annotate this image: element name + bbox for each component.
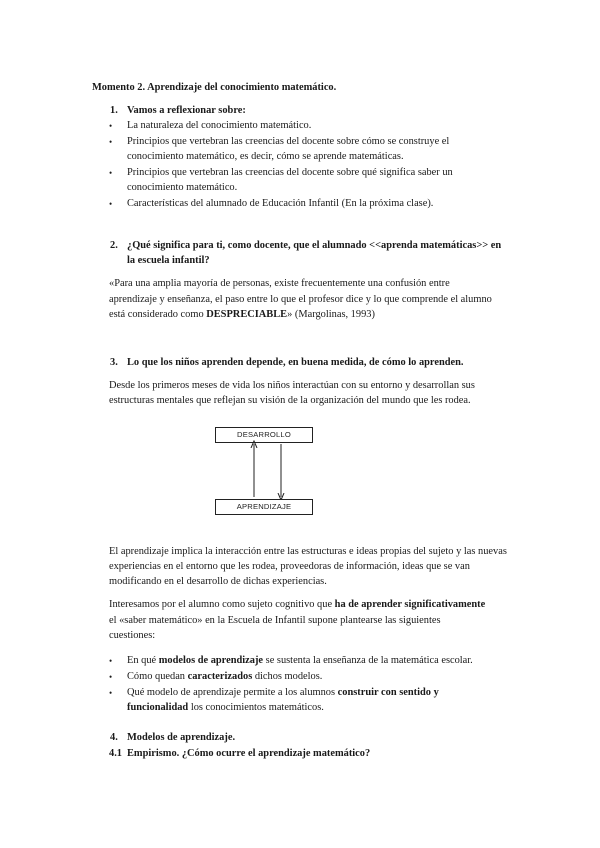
quote-line: está considerado como DESPRECIABLE» (Margolinas, 1993) — [109, 309, 375, 320]
list-item: Características del alumnado de Educación Infantil (En la próxima clase). — [127, 198, 434, 209]
list-item: Cómo quedan caracterizados dichos modelos. — [127, 671, 323, 682]
list-item-continuation: funcionalidad los conocimientos matemáticos. — [127, 702, 324, 713]
paragraph-line: cuestiones: — [109, 630, 156, 641]
subsection-4-1-heading: Empirismo. ¿Cómo ocurre el aprendizaje matemático? — [127, 748, 371, 759]
section-1-number: 1. — [110, 105, 118, 116]
bullet-icon: • — [109, 121, 113, 131]
bullet-icon: • — [109, 688, 113, 698]
section-2-number: 2. — [110, 240, 118, 251]
paragraph-line: el «saber matemático» en la Escuela de Infantil supone plantearse las siguientes — [109, 615, 441, 626]
page-title: Momento 2. Aprendizaje del conocimiento matemático. — [92, 82, 337, 93]
paragraph-line: estructuras mentales que reflejan su visión de la organización del mundo que les rodea. — [109, 395, 471, 406]
quote-line: «Para una amplia mayoría de personas, existe frecuentemente una confusión entre — [109, 278, 450, 289]
section-1-heading: Vamos a reflexionar sobre: — [127, 105, 246, 116]
list-item-continuation: conocimiento matemático. — [127, 182, 238, 193]
bullet-icon: • — [109, 656, 113, 666]
section-3-heading: Lo que los niños aprenden depende, en buena medida, de cómo lo aprenden. — [127, 357, 464, 368]
subsection-4-1-number: 4.1 — [109, 748, 122, 759]
paragraph-line: El aprendizaje implica la interacción entre las estructuras e ideas propias del sujeto y las nuevas — [109, 546, 507, 557]
bullet-icon: • — [109, 168, 113, 178]
desarrollo-box: DESARROLLO — [215, 427, 313, 443]
paragraph-line: experiencias en el entorno que les rodea, proveedoras de información, ideas que se van — [109, 561, 470, 572]
list-item-continuation: conocimiento matemático, es decir, cómo se aprende matemáticas. — [127, 151, 404, 162]
section-4-number: 4. — [110, 732, 118, 743]
section-2-heading-cont: la escuela infantil? — [127, 255, 210, 266]
list-item: La naturaleza del conocimiento matemático. — [127, 120, 312, 131]
section-4-heading: Modelos de aprendizaje. — [127, 732, 236, 743]
quote-line: aprendizaje y enseñanza, el paso entre lo que el profesor dice y lo que comprende el alumno — [109, 294, 492, 305]
bullet-icon: • — [109, 672, 113, 682]
list-item: Principios que vertebran las creencias del docente sobre qué significa saber un — [127, 167, 453, 178]
paragraph-line: Desde los primeros meses de vida los niños interactúan con su entorno y desarrollan sus — [109, 380, 475, 391]
paragraph-line: Interesamos por el alumno como sujeto cognitivo que ha de aprender significativamente — [109, 599, 486, 610]
list-item: Principios que vertebran las creencias del docente sobre cómo se construye el — [127, 136, 450, 147]
aprendizaje-box: APRENDIZAJE — [215, 499, 313, 515]
list-item: En qué modelos de aprendizaje se sustenta la enseñanza de la matemática escolar. — [127, 655, 473, 666]
section-2-heading: ¿Qué significa para ti, como docente, que el alumnado <<aprenda matemáticas>> en — [127, 240, 502, 251]
bullet-icon: • — [109, 137, 113, 147]
bullet-icon: • — [109, 199, 113, 209]
section-3-number: 3. — [110, 357, 118, 368]
paragraph-line: modificando en el desarrollo de dichas experiencias. — [109, 576, 327, 587]
list-item: Qué modelo de aprendizaje permite a los alumnos construir con sentido y — [127, 687, 439, 698]
